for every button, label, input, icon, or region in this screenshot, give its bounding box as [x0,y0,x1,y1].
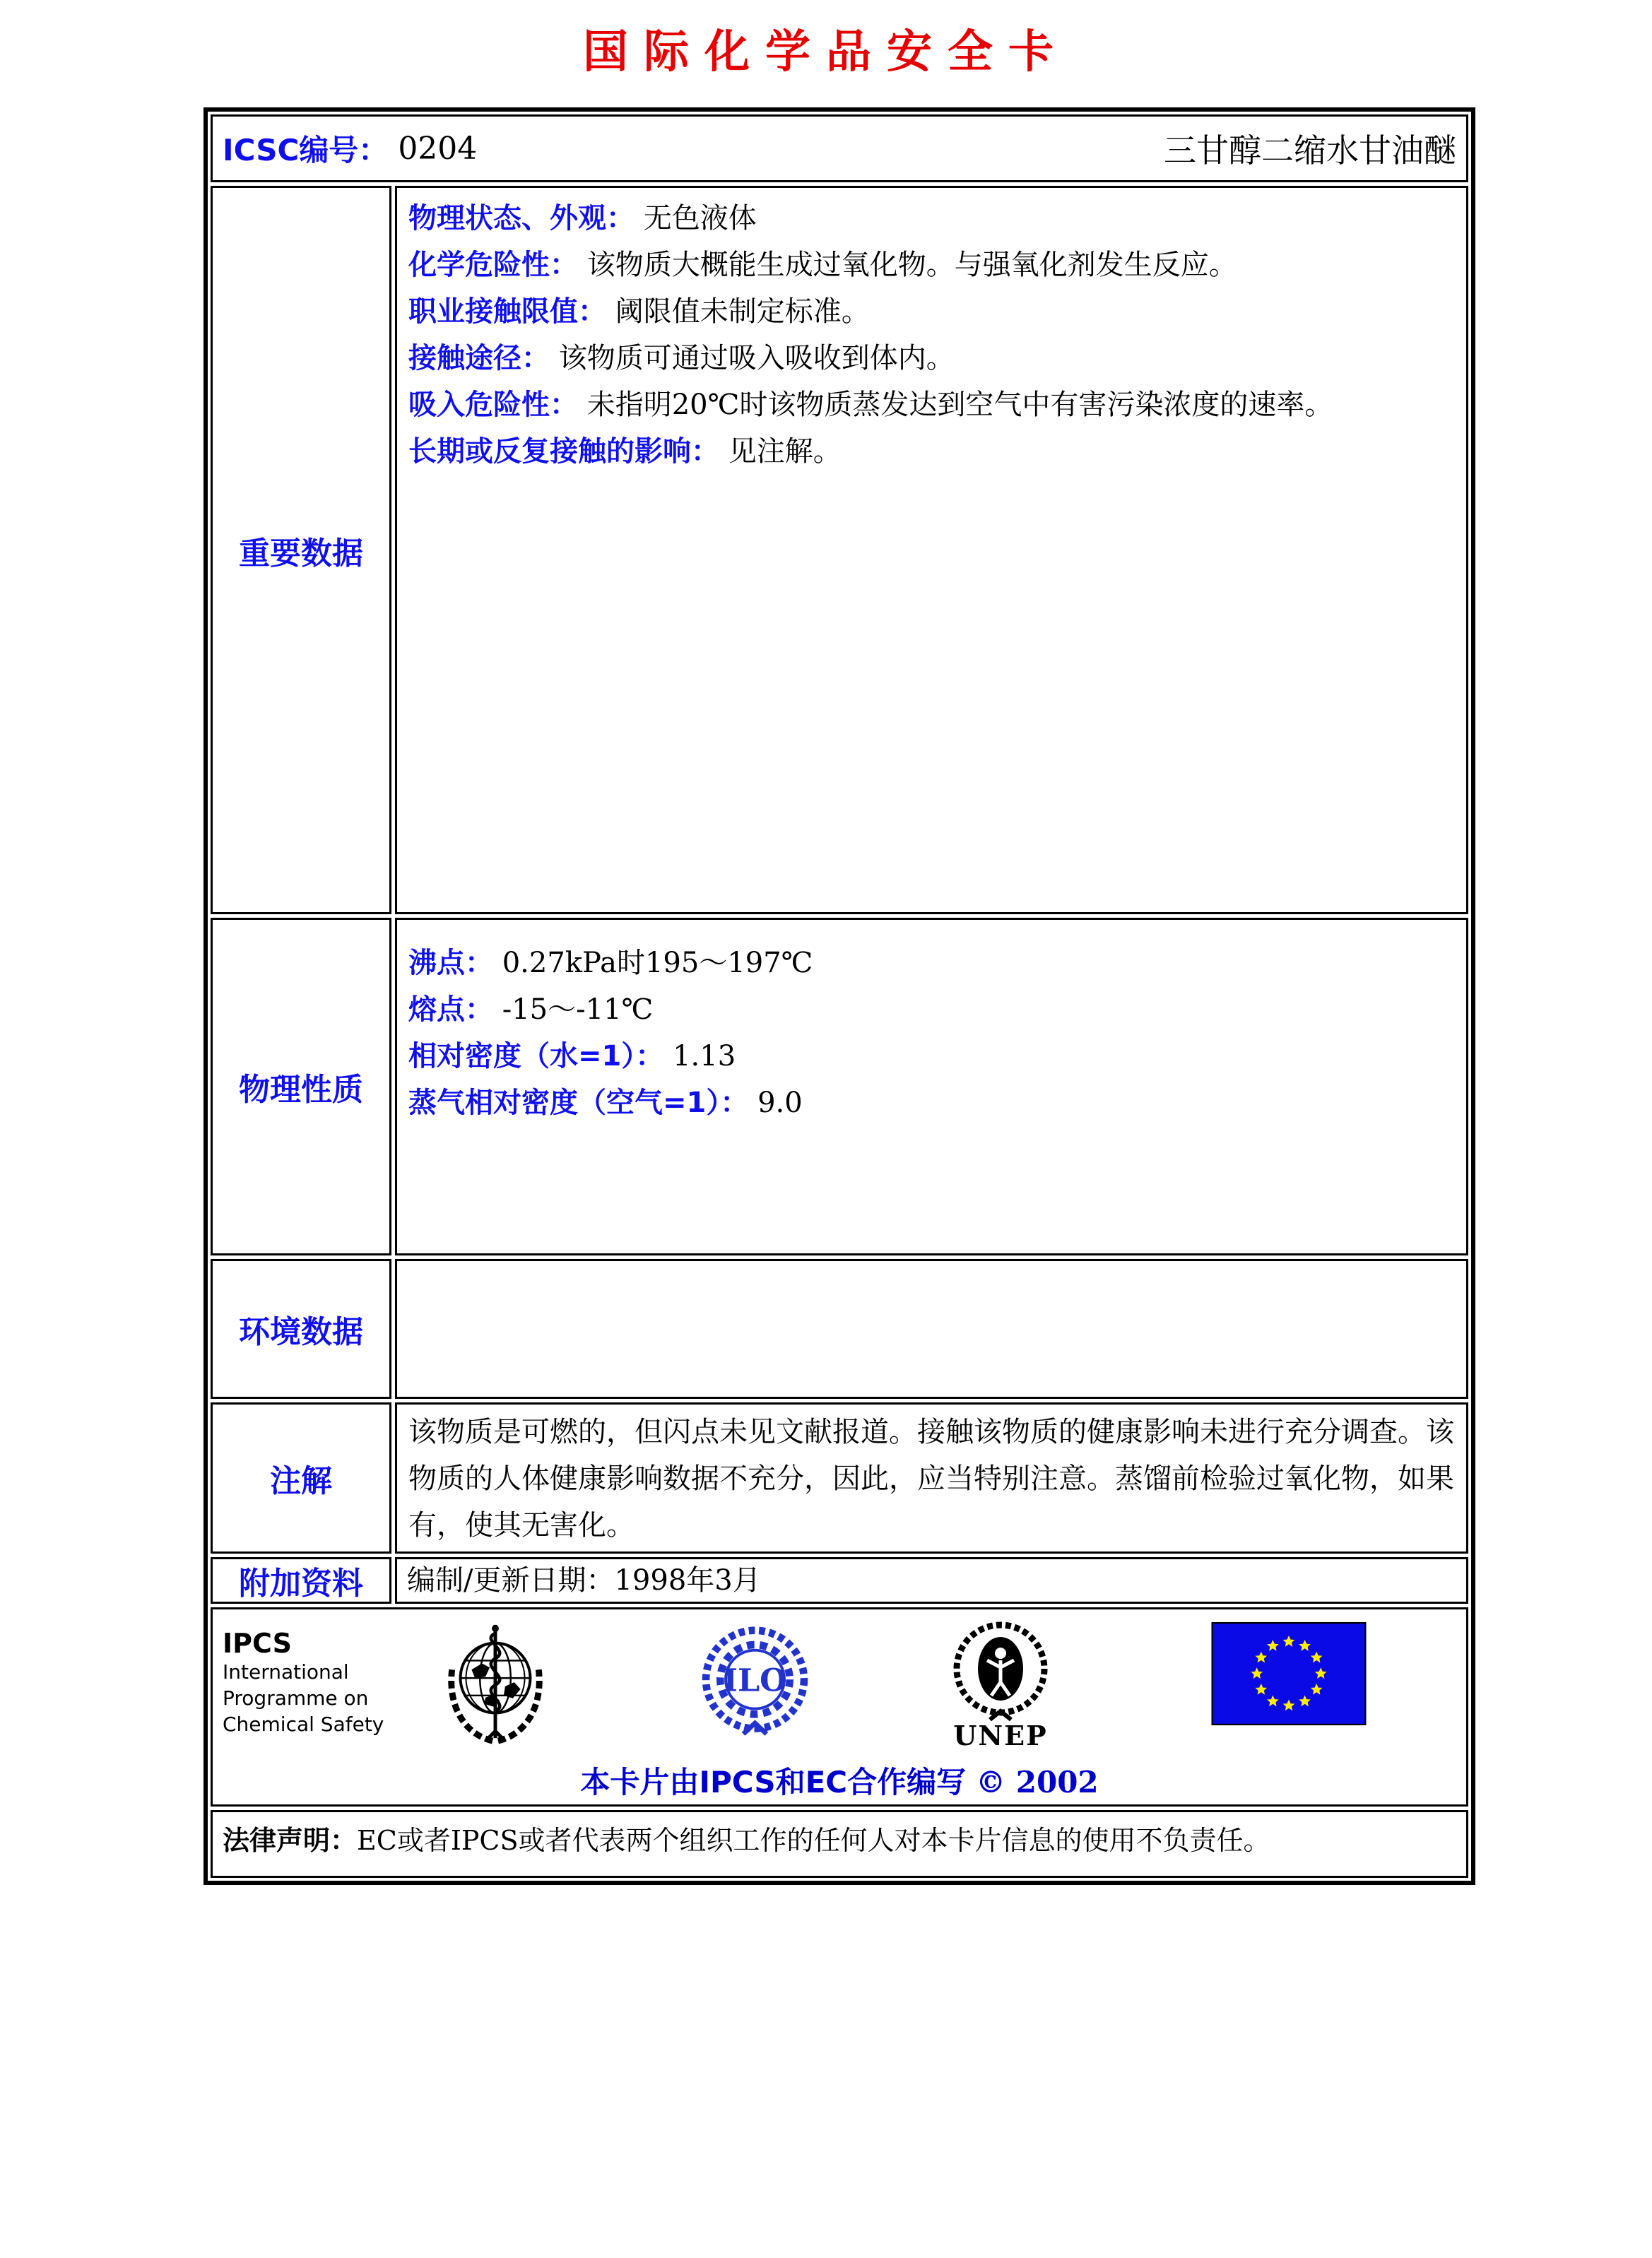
credit-text: 本卡片由IPCS和EC合作编写 [580,1765,967,1799]
notes-row [211,1402,1468,1554]
page-title: 国际化学品安全卡 [583,25,1069,78]
item-text: 该物质可通过吸入吸收到体内。 [558,342,955,374]
ipcs-logos-cell [211,1607,1468,1807]
physical-item [408,940,1455,986]
additional-info-section-label: 附加资料 [211,1557,391,1604]
important-item [408,288,1455,335]
ipcs-title: IPCS [223,1628,292,1659]
chemical-name: 三甘醇二缩水甘油醚 [1164,131,1456,170]
physical-item [408,986,1455,1033]
important-item [408,335,1455,382]
icsc-number-value: 0204 [398,130,478,167]
item-label: 接触途径： [408,342,550,374]
ipcs-text-block [223,1628,384,1737]
item-label: 蒸气相对密度（空气=1）： [408,1087,749,1119]
physical-item [408,1033,1455,1080]
important-item [408,242,1455,288]
item-label: 职业接触限值： [408,295,606,328]
icsc-number-label: ICSC编号： [223,133,389,167]
notes-content: 该物质是可燃的，但闪点未见文献报道。接触该物质的健康影响未进行充分调查。该物质的人体健康影响数据不充分，因此，应当特别注意。蒸馏前检验过氧化物，如果有，使其无害化。 [395,1402,1468,1554]
unep-logo-text: UNEP [953,1720,1048,1751]
legal-notice-label: 法律声明： [223,1825,358,1856]
important-data-section-label: 重要数据 [211,186,391,914]
important-item [408,382,1455,428]
legal-notice-row [211,1810,1468,1878]
physical-properties-row [211,918,1468,1255]
copyright-text: © 2002 [976,1765,1099,1799]
ipcs-subtitle-line: International [223,1660,349,1684]
item-label: 相对密度（水=1）： [408,1040,664,1072]
legal-notice-text: EC或者IPCS或者代表两个组织工作的任何人对本卡片信息的使用不负责任。 [357,1825,1270,1856]
important-item [408,428,1455,475]
physical-properties-content [395,918,1468,1255]
header-row [211,114,1468,182]
item-label: 吸入危险性： [408,389,578,421]
physical-properties-section-label: 物理性质 [211,918,391,1255]
item-text: 见注解。 [728,435,842,468]
item-text: 未指明20℃时该物质蒸发达到空气中有害污染浓度的速率。 [586,389,1333,421]
item-text: 无色液体 [643,202,757,235]
legal-notice-cell [211,1810,1468,1878]
important-data-row [211,186,1468,914]
ilo-logo-icon [697,1625,813,1739]
environmental-data-content [395,1259,1468,1399]
important-item [408,195,1455,242]
who-logo-icon [439,1621,552,1746]
environmental-data-row [211,1259,1468,1399]
item-text: 9.0 [757,1087,803,1119]
item-label: 长期或反复接触的影响： [408,435,719,468]
item-label: 熔点： [408,993,493,1026]
ilo-logo-text: ILO [723,1662,787,1699]
additional-info-row [211,1557,1468,1604]
additional-info-content: 编制/更新日期：1998年3月 [395,1557,1468,1604]
header-cell [211,114,1468,182]
ipcs-subtitle-line: Programme on [223,1686,369,1710]
physical-item [408,1080,1455,1126]
item-text: 阈限值未制定标准。 [615,295,870,328]
item-label: 化学危险性： [408,249,578,281]
eu-flag-icon [1211,1622,1367,1725]
important-data-content [395,186,1468,914]
icsc-number-group [223,127,477,170]
item-text: 1.13 [673,1040,736,1072]
item-text: 该物质大概能生成过氧化物。与强氧化剂发生反应。 [586,249,1237,281]
ipcs-logos-row [211,1607,1468,1807]
item-text: -15～-11℃ [502,993,654,1026]
notes-section-label: 注解 [211,1402,391,1554]
item-label: 沸点： [408,947,493,979]
environmental-data-section-label: 环境数据 [211,1259,391,1399]
icsc-card-table [203,107,1475,1885]
ipcs-subtitle-line: Chemical Safety [223,1713,384,1736]
item-label: 物理状态、外观： [408,202,635,235]
ipcs-ec-credit [213,1759,1466,1802]
item-text: 0.27kPa时195～197℃ [502,947,813,979]
unep-logo-icon [948,1618,1054,1752]
